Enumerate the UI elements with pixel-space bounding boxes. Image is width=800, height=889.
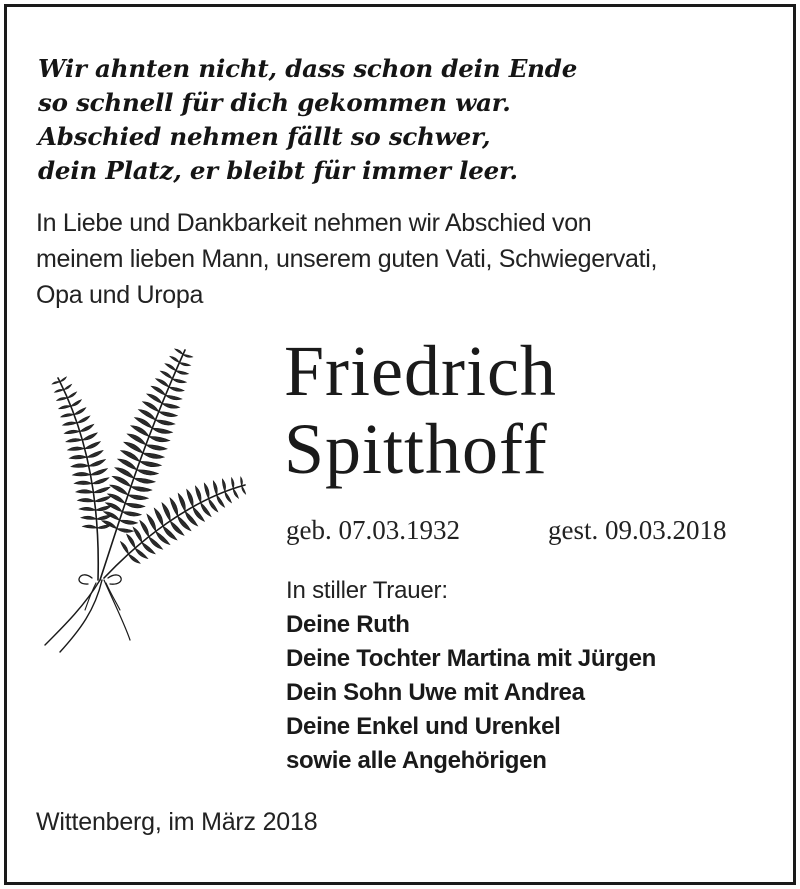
fern-leaflet xyxy=(154,508,163,526)
fern-leaflet xyxy=(147,514,156,531)
fern-leaflet xyxy=(125,503,145,508)
fern-leaflet xyxy=(143,402,159,412)
fern-leaflet xyxy=(159,412,178,417)
fern-leaflet xyxy=(68,447,85,451)
fern-leaflet xyxy=(77,416,90,423)
fern-leaflet xyxy=(178,493,185,511)
fern-leaflet xyxy=(233,489,238,499)
mourner-line: sowie alle Angehörigen xyxy=(286,747,547,774)
mourner-line: Deine Tochter Martina mit Jürgen xyxy=(286,645,657,672)
fern-leaflet xyxy=(120,520,138,524)
fern-leaflet xyxy=(156,379,169,387)
fern-leaflet xyxy=(143,453,165,458)
fern-leaflet xyxy=(162,503,170,521)
birth-date: geb. 07.03.1932 xyxy=(286,515,460,545)
fern-leaflet xyxy=(169,387,184,391)
fern-leaflet xyxy=(231,478,234,489)
fern-leaflet xyxy=(172,379,186,383)
fern-leaflet xyxy=(77,498,94,501)
fern-leaflet xyxy=(59,406,71,409)
fern-leaflet xyxy=(195,486,201,503)
fern-leaflet xyxy=(110,485,128,495)
intro-line: In Liebe und Dankbarkeit nehmen wir Abschied von xyxy=(36,209,592,237)
fern-leaflet xyxy=(79,507,95,510)
fern-leaflet xyxy=(241,477,243,486)
fern-leaflet xyxy=(128,495,148,500)
fern-leaflet xyxy=(175,349,183,355)
fern-leaflet xyxy=(165,395,181,400)
fern-leaflet xyxy=(74,481,92,485)
fern-leaflet xyxy=(71,400,82,406)
fern-leaflet xyxy=(66,439,82,443)
fern-leaflet xyxy=(149,436,170,441)
last-name: Spitthoff xyxy=(284,409,548,489)
fern-leaflet xyxy=(152,428,172,433)
fern-leaflet xyxy=(73,472,91,476)
fern-leaflet xyxy=(82,525,97,528)
fern-leaflet xyxy=(225,492,232,503)
fern-leaflet xyxy=(170,356,180,362)
fern-leaflet xyxy=(133,527,142,542)
fern-leaflet xyxy=(96,506,112,511)
mourners-block xyxy=(286,574,656,778)
fern-leaflet xyxy=(60,377,67,382)
fern-leaflet xyxy=(183,354,193,357)
mourner-line: Deine Ruth xyxy=(286,611,410,638)
fern-leaflet xyxy=(151,386,165,395)
fern-leaflet xyxy=(122,512,141,516)
fern-leaflet xyxy=(57,397,68,400)
fern-leaflet xyxy=(146,445,167,450)
fern-leaflet xyxy=(67,392,76,398)
fern-leaflet xyxy=(54,389,63,392)
fern-leaflet xyxy=(128,554,140,563)
fern-leaflet xyxy=(209,499,218,512)
fern-leaflet xyxy=(87,450,103,457)
fern-leaflet xyxy=(187,489,193,506)
fern-leaflet xyxy=(74,408,86,415)
intro-text xyxy=(36,205,657,313)
fern-leaflet xyxy=(80,424,94,431)
poem-line: so schnell für dich gekommen war. xyxy=(38,88,511,117)
poem xyxy=(38,52,577,188)
death-date: gest. 09.03.2018 xyxy=(548,515,727,545)
mourner-line: Dein Sohn Uwe mit Andrea xyxy=(286,679,585,706)
fern-leaflet xyxy=(120,541,128,554)
fern-leaflet xyxy=(201,503,212,517)
fern-leaflet xyxy=(82,433,97,440)
mourner-line: Deine Enkel und Urenkel xyxy=(286,713,561,740)
fern-leaflet xyxy=(131,486,152,491)
fern-leaflet xyxy=(64,430,80,433)
fern-leaflet xyxy=(135,548,148,558)
mourning-label: In stiller Trauer: xyxy=(286,577,448,604)
fern-leaflet xyxy=(222,479,225,492)
fern-leaflet xyxy=(81,516,97,519)
fern-leaflet xyxy=(91,469,108,476)
fern-leaflet xyxy=(69,455,87,459)
fern-leaflet xyxy=(64,384,72,389)
place-and-date: Wittenberg, im März 2018 xyxy=(36,808,318,836)
fern-leaflet xyxy=(127,534,135,548)
poem-line: Abschied nehmen fällt so schwer, xyxy=(38,122,491,151)
fern-leaflet xyxy=(89,459,106,466)
fern-leaflet xyxy=(170,498,178,516)
fern-leaflet xyxy=(61,414,74,417)
fern-leaflet xyxy=(213,481,217,495)
fern-leaflet xyxy=(204,483,209,499)
fern-leaflet xyxy=(140,520,149,536)
fern-bouquet-icon xyxy=(30,340,260,660)
fern-leaflet xyxy=(97,525,111,529)
fern-leaflet xyxy=(179,363,190,366)
fern-leaflet xyxy=(147,394,162,404)
fern-leaflet xyxy=(107,494,125,504)
fern-leaflet xyxy=(96,515,111,520)
poem-line: dein Platz, er bleibt für immer leer. xyxy=(38,156,518,185)
poem-line: Wir ahnten nicht, dass schon dein Ende xyxy=(38,54,578,83)
fern-leaflet xyxy=(176,371,189,375)
fern-leaflet xyxy=(242,486,246,494)
fern-leaflet xyxy=(155,420,174,425)
fern-leaflet xyxy=(217,495,225,507)
fern-leaflet xyxy=(134,478,155,483)
fern-leaflet xyxy=(85,442,101,449)
fern-leaflet xyxy=(140,461,162,466)
intro-line: meinem lieben Mann, unserem guten Vati, Schwiegervati, xyxy=(36,245,658,273)
deceased-name xyxy=(284,332,557,488)
fern-leaflet xyxy=(63,422,78,425)
first-name: Friedrich xyxy=(284,331,557,411)
fern-leaflet xyxy=(52,381,60,384)
fern-leaflet xyxy=(93,487,110,493)
fern-leaflet xyxy=(117,529,134,533)
fern-leaflet xyxy=(76,490,94,493)
fern-leaflet xyxy=(160,371,172,379)
fern-leaflet xyxy=(137,470,159,475)
fern-leaflet xyxy=(92,478,109,484)
fern-leaflet xyxy=(112,476,131,486)
fern-leaflet xyxy=(165,364,176,371)
fern-leaflet xyxy=(71,464,89,468)
fern-leaflet xyxy=(95,496,111,501)
fern-leaflet xyxy=(162,403,180,408)
intro-line: Opa und Uropa xyxy=(36,281,204,309)
